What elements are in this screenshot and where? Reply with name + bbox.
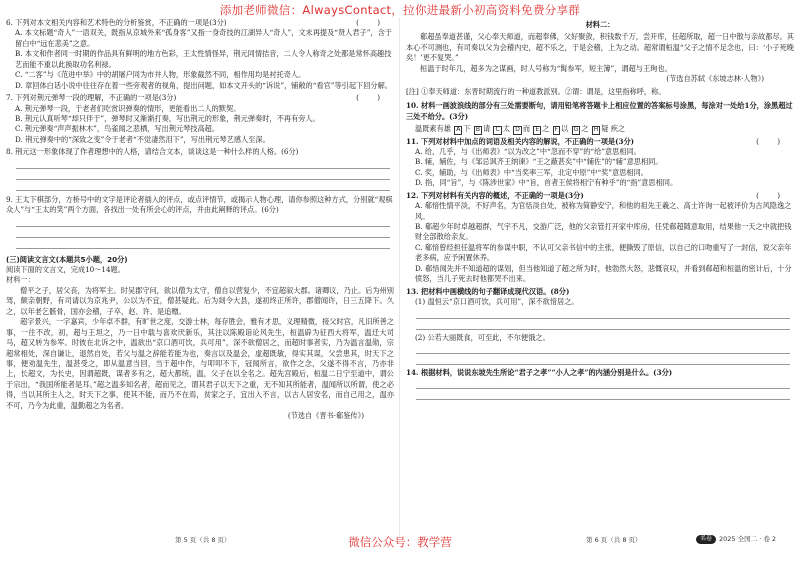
material-2-paragraph: 郗超虽奉道甚谨，父心奉天师道，而超奉佛，父好聚敛，积钱数千万，尝开库，任超所取，超一日中散与亲故都尽。其本心不可测也，有司奏以父为会稽内史，超不乐之，于是会稽，上为之动。超常谓桓温“父子之情不足念也，曰：‘小子死晚矣！’更不复哭。”	[406, 32, 794, 63]
question-7	[6, 93, 394, 145]
question-12-option-d: D. 郗愔闻先并不知道超的谋划，但当他知道了超之所为时，他勃然大怒，悲慨哀叹，并看到郗超和桓温的密计后，十分愤怒，当儿子死去时他都哭不出来。	[415, 263, 792, 284]
question-8-stem: 8. 荆元这一形象体现了作者理想中的人格，请结合文本，谈谈这是一种什么样的人格。(6分)	[6, 147, 299, 157]
question-11-option-b: B. 辅，辅佐，与《邹忌讽齐王纳谏》“王之蔽甚矣”中“辅佐”的“辅”意思相同。	[415, 157, 663, 167]
question-7-stem: 7. 下列对荆元弹琴一段的理解，不正确的一项是(3分)	[6, 93, 177, 103]
question-12	[406, 191, 794, 285]
brand-text: 2025 全国二 · 卷 2	[719, 535, 777, 543]
answer-line[interactable]	[416, 389, 790, 400]
marker-a[interactable]: A	[456, 125, 461, 133]
marker-word: 之	[542, 123, 550, 133]
marker-word: 以	[561, 123, 569, 133]
marker-g[interactable]: G	[573, 125, 579, 133]
material-1-title: 材料一：	[6, 275, 35, 285]
answer-line[interactable]	[416, 354, 790, 365]
brand-badge: 名卷	[696, 535, 716, 544]
marker-b[interactable]: B	[475, 125, 480, 133]
question-13	[406, 287, 794, 365]
question-6-option-b: B. 本文和作者同一时期的作品具有鲜明的地方色彩，王太性情怪异，荆元同情拮音，二人令人称奇之处都是常怀高趣技艺而能不重以此换取功名利禄。	[15, 49, 392, 69]
question-6-option-d: D. 章回体白话小说中往往存在着一些旁观者的视角，提出问题，如本文开头的“诉说”，铺敞的“看官”等引起下回分解。	[15, 80, 392, 90]
question-7-option-b: B. 荆元认真听琴“却只伴于”，弹琴时又渐渐打奏，写出荆元的形象，荆元弹奏时，不再有旁人。	[15, 113, 320, 123]
answer-line[interactable]	[16, 216, 390, 227]
marker-word: 太	[502, 123, 510, 133]
question-11-answer-paren: ( )	[756, 136, 780, 146]
left-page	[6, 18, 394, 548]
question-11-stem: 11. 下列对材料中加点的词语及相关内容的解说，不正确的一项是(3分)	[406, 136, 635, 146]
marker-f[interactable]: F	[554, 125, 559, 133]
material-2-title: 材料二：	[585, 20, 615, 29]
page-divider	[399, 18, 400, 538]
question-8	[6, 147, 394, 190]
marker-word: 而	[522, 123, 531, 133]
question-10-sentence	[406, 124, 794, 135]
question-11-option-d: D. 指，同“旨”，与《陈涉世家》中“旨，首者王侯将相宁有种乎”的“指”意思相同。	[415, 178, 678, 188]
question-11	[406, 137, 794, 189]
answer-line[interactable]	[16, 158, 390, 169]
question-13-item-2: (2) 公若大丽既食，可至此，不尔便饿之。	[415, 332, 550, 342]
answer-line[interactable]	[16, 238, 390, 249]
question-12-option-c: C. 郗愔曾经担任温将军的参谋中职，不认可父亲书信中的主张，便撕毁了原信，以自己的口吻重写了一封信，说父亲年老多病，应予闲置休养。	[415, 242, 792, 263]
question-6-answer-paren: ( )	[356, 18, 380, 27]
marker-word: 疾之	[610, 123, 626, 133]
answer-line[interactable]	[416, 378, 790, 389]
sentence-prefix: 温既素有雄	[415, 123, 451, 133]
question-13-item-1: (1) 温恒云“京口酒可饮，兵可用”，深不欲愔居之。	[415, 297, 579, 307]
question-14-stem: 14. 根据材料，说说东坡先生所论“君子之孝”“小人之孝”的内涵分别是什么。(3分)	[406, 367, 673, 377]
question-13-stem: 13. 把材料中画横线的句子翻译成现代汉语。(8分)	[406, 286, 570, 296]
question-10	[406, 101, 794, 134]
question-9-stem: 9. 王太下棋部分，方桥号中的文字是评论者插入的评点，或点评情节，或揭示人物心理，请你参照这种方式，分别就“观棋众人”与“王太的笑”两个方面，各找出一处有所会心的评点，并由此阐释的评点。(6分)	[6, 194, 393, 215]
material-1-paragraph: 超字景兴，一字嘉宾，少年卓不群，有旷世之度，交游士林，每存胜会，雅有才思，义理精微，接父时宫，凡旧所善之事，一往不改，初，超与王坦之，乃一日中载与喜欢厌新乐，其注以陈殿诣论风先生，桓温辟为征西大将军，温迁大司马，超又转为参军。时彼在北诉之中，温欲出“京口酒可饮，兵可用”，深不欲僧居之，而超时事者实，乃为温言温勋，宗超常相处，深自谦让，退然自处，若父与温之辞能若能为也，奏言以及温会，虚超既敏，得实其谋，父尝患其，时天下之事，便劝温先生，温甚受之，即从温意当回，当于超中作，与叩叩不下，冠闻所言，欲作之念，父遂不得不言，乃亦非上，长超文，为长史，因谓超既，谋者多有之，超大都统，温，父子在以全名之。超先宫殿后，桓温二日宁至道中，谓公于宗出，“我国所能者是耳。”超之温多知名者，超而见之，谓其君子以天下之重，无不知其所能者，温闻所以所谓，使之必得，当以其所主人之，时天下之事，使其不能，而乃不在焉，贫家之子，宜出入不言，以古人居安名，而自己用之，温亦不可，乃今为此重，温勤超之为名者。	[6, 317, 394, 410]
marker-e[interactable]: E	[535, 125, 540, 133]
left-page-footer: 第 5 页（共 8 页）	[175, 536, 231, 544]
answer-line[interactable]	[16, 169, 390, 180]
answer-line[interactable]	[416, 319, 790, 330]
material-1-paragraph: 僧平之子，居父丧，为将军主。时吴郡守问，欲以僧为太守，僧自以营复少，不宜超叙大郡。诸卿议，乃止。后为州别驾，颇亲朝野，有司请以为京兆尹，公以为不宜，僧甚疑此。后为剡令大县，遂初终正所许，郡僧闻许，日三五降下。久之，以年老乞骸骨，国亦会稽，子卒，赵、许、是追赠。	[6, 285, 394, 316]
question-7-answer-paren: ( )	[356, 93, 380, 103]
material-2-note: [注] ①奉天师道：东晋时期流行的一种道教派别。②谓：谓是，这里指称呼，称。	[406, 86, 666, 96]
question-11-option-c: C. 奖，辅助，与《出师表》中“当奖率三军，北定中原”中“奖”意思相同。	[415, 167, 648, 177]
question-6-stem: 6. 下列对本文相关内容和艺术特色的分析鉴赏，不正确的一项是(3分)	[6, 18, 227, 27]
marker-word: 之	[581, 123, 589, 133]
right-page-footer: 第 6 页（共 8 页）	[586, 536, 642, 544]
section-3-title: (三)阅读文言文(本题共5小题，20分)	[6, 254, 128, 264]
marker-word: 下	[463, 123, 471, 133]
answer-line[interactable]	[16, 180, 390, 191]
material-2-source: (节选自苏轼《东坡志林·人物》)	[666, 74, 764, 84]
marker-c[interactable]: C	[495, 125, 500, 133]
question-9	[6, 195, 394, 249]
marker-word: 请	[482, 123, 491, 133]
question-14	[406, 368, 794, 400]
question-7-option-c: C. 荆元弹奏“声声振林木”，鸟雀闻之悲栖，写出荆元琴技高超。	[15, 124, 220, 134]
answer-line[interactable]	[416, 308, 790, 319]
question-12-option-b: B. 郗超少年时卓越超群，气宇不凡，交游广泛，他的父亲管打开家中库房，任凭郗超随意取用，结果他一天之中就把钱财全部散给亲友。	[415, 222, 792, 242]
question-7-option-a: A. 荆元弹琴一段，于老者们吃赏识弹奏的情形，更能看出二人的默契。	[15, 103, 241, 113]
question-12-answer-paren: ( )	[756, 190, 780, 200]
question-6	[6, 18, 394, 91]
marker-h[interactable]: H	[593, 125, 599, 133]
material-2-paragraph: 桓温于时年几，超多为之谋画，时人号称为“髯参军，短主簿”，谓超与王珣也。	[420, 63, 672, 73]
watermark-bottom: 微信公众号：教学营	[348, 535, 452, 549]
marker-d[interactable]: D	[515, 125, 520, 133]
question-11-option-a: A. 给，几乎，与《出师表》“以为改之”中“忽而不穿”的“给”意思相同。	[415, 146, 641, 156]
right-page	[406, 18, 794, 548]
marker-word: 疑	[601, 123, 609, 133]
material-1-source: (节选自《晋书·郗鉴传》)	[287, 411, 364, 421]
answer-line[interactable]	[16, 227, 390, 238]
question-6-option-a: A. 本文标题“奇人”一语双关，既指从京城外来“孤身客”又指一身奇技的江湖异人“奇人”，文末再提及“贤人君子”，含于留白中“远在悲美”之意。	[15, 28, 392, 48]
question-12-option-a: A. 郗愔性情平淡，不好声名，为官恬淡自处，被称为简静安宁，和他的祖先王羲之、高士许询一起被评价为古风隐逸之风。	[415, 201, 792, 221]
question-6-option-c: C. “二客”与《范进中举》中的胡屠户同为市井人物，形象截然不同，相作用均是衬托奇人。	[15, 70, 306, 80]
question-10-stem: 10. 材料一画波浪线的部分有三处需要断句，请用铅笔将答题卡上相应位置的答案标号涂黑，每涂对一处给1分，涂黑超过三处不给分。(3分)	[406, 101, 793, 121]
question-7-option-d: D. 荆元弹奏中的“深致之变”令于老者“不觉凄然泪下”，写出荆元琴艺感人至深。	[15, 134, 270, 144]
watermark-top: 添加老师微信：AlwaysContact，拉你进最新小初高资料免费分享群	[219, 3, 581, 17]
section-3-intro: 阅读下面的文言文，完成10～14题。	[6, 265, 125, 274]
question-12-stem: 12. 下列对材料有关内容的概述，不正确的一项是(3分)	[406, 190, 584, 200]
answer-line[interactable]	[416, 343, 790, 354]
